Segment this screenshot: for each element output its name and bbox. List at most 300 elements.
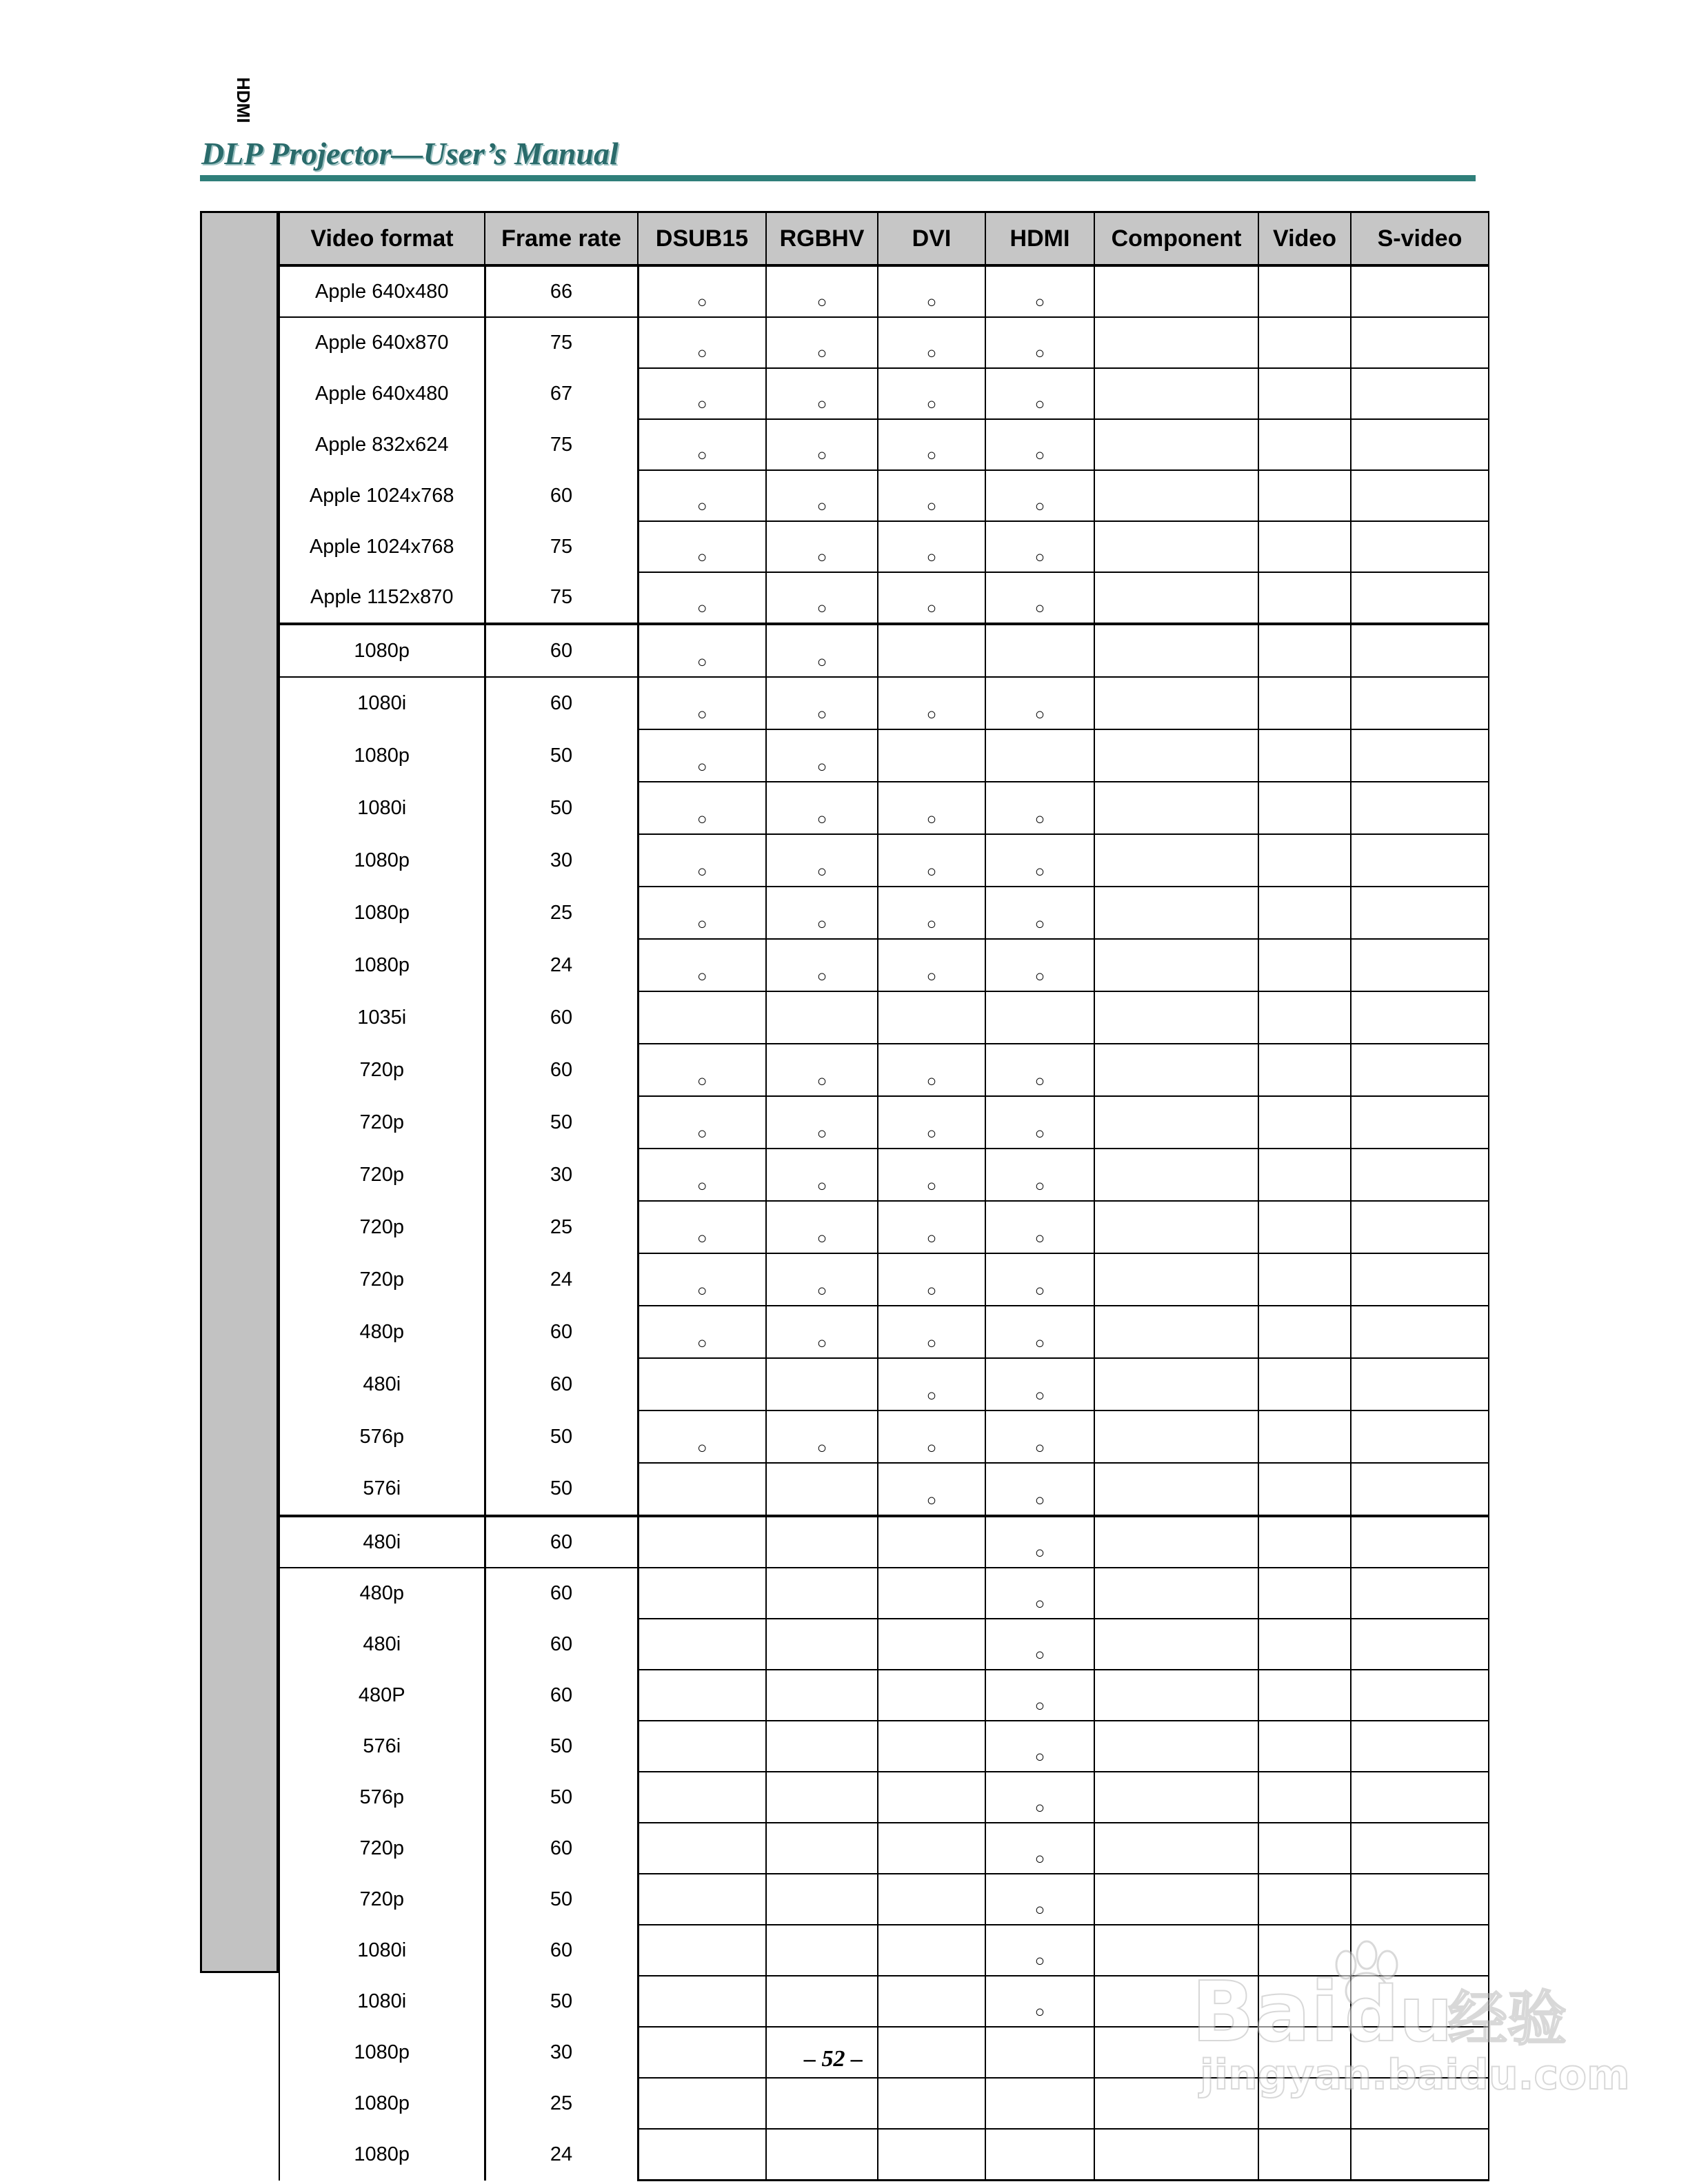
header-component: Component [1094, 212, 1258, 266]
video-compatibility-table [279, 211, 1489, 2181]
cell-support-s-video [1351, 887, 1489, 939]
cell-support-hdmi [985, 470, 1094, 521]
support-mark-icon: ○ [1034, 1282, 1045, 1300]
cell-frame-rate: 50 [485, 1721, 638, 1772]
table-row [279, 1772, 1489, 1823]
cell-support-dsub15 [638, 834, 766, 887]
cell-support-video [1258, 729, 1351, 782]
support-mark-icon: ○ [926, 1282, 937, 1300]
table-side-band [200, 211, 279, 1973]
support-mark-icon: ○ [926, 599, 937, 618]
table-row [279, 1568, 1489, 1619]
cell-support-video [1258, 834, 1351, 887]
cell-support-dvi [878, 939, 985, 991]
support-mark-icon: ○ [926, 497, 937, 516]
cell-video-format: 480i [279, 1619, 485, 1670]
cell-support-hdmi [985, 368, 1094, 419]
support-mark-icon: ○ [697, 548, 707, 567]
support-mark-icon: ○ [697, 653, 707, 671]
cell-video-format: 1080p [279, 834, 485, 887]
table-row [279, 1516, 1489, 1568]
cell-support-component [1094, 1516, 1258, 1568]
support-mark-icon: ○ [697, 293, 707, 312]
support-mark-icon: ○ [697, 1439, 707, 1457]
cell-support-dvi [878, 677, 985, 729]
table-row [279, 1874, 1489, 1925]
cell-video-format: Apple 640x480 [279, 368, 485, 419]
cell-support-s-video [1351, 1874, 1489, 1925]
cell-support-dsub15 [638, 1463, 766, 1516]
table-row [279, 572, 1489, 624]
cell-support-dvi [878, 521, 985, 572]
cell-support-component [1094, 1670, 1258, 1721]
support-mark-icon: ○ [1034, 1439, 1045, 1457]
cell-frame-rate: 50 [485, 1463, 638, 1516]
cell-support-dsub15 [638, 1670, 766, 1721]
cell-support-dvi [878, 1568, 985, 1619]
cell-support-rgbhv [766, 1096, 878, 1149]
cell-frame-rate: 60 [485, 1516, 638, 1568]
cell-frame-rate: 50 [485, 782, 638, 834]
support-mark-icon: ○ [1034, 1799, 1045, 1817]
cell-frame-rate: 50 [485, 1976, 638, 2027]
cell-support-component [1094, 1096, 1258, 1149]
cell-support-dvi [878, 2078, 985, 2129]
cell-support-rgbhv [766, 1823, 878, 1874]
cell-support-rgbhv [766, 1358, 878, 1410]
cell-support-component [1094, 1044, 1258, 1096]
support-mark-icon: ○ [697, 705, 707, 724]
cell-support-dvi [878, 2129, 985, 2181]
cell-support-s-video [1351, 1044, 1489, 1096]
cell-support-component [1094, 939, 1258, 991]
cell-support-dvi [878, 572, 985, 624]
cell-support-hdmi [985, 572, 1094, 624]
cell-support-rgbhv [766, 2078, 878, 2129]
page-number: – 52 – [804, 2046, 863, 2072]
support-mark-icon: ○ [926, 344, 937, 363]
support-mark-icon: ○ [816, 1124, 827, 1143]
support-mark-icon: ○ [1034, 293, 1045, 312]
cell-support-s-video [1351, 782, 1489, 834]
cell-frame-rate: 60 [485, 624, 638, 677]
cell-support-s-video [1351, 1670, 1489, 1721]
cell-support-dvi [878, 470, 985, 521]
support-mark-icon: ○ [1034, 1177, 1045, 1195]
support-mark-icon: ○ [1034, 967, 1045, 986]
support-mark-icon: ○ [926, 548, 937, 567]
cell-support-s-video [1351, 1306, 1489, 1358]
table-row [279, 1358, 1489, 1410]
support-mark-icon: ○ [816, 548, 827, 567]
cell-support-s-video [1351, 1772, 1489, 1823]
cell-support-rgbhv [766, 1976, 878, 2027]
cell-frame-rate: 50 [485, 1410, 638, 1463]
cell-support-hdmi [985, 2129, 1094, 2181]
support-mark-icon: ○ [1034, 1229, 1045, 1248]
cell-support-hdmi [985, 265, 1094, 317]
cell-support-dvi [878, 265, 985, 317]
support-mark-icon: ○ [1034, 497, 1045, 516]
cell-support-rgbhv [766, 834, 878, 887]
cell-video-format: Apple 1024x768 [279, 470, 485, 521]
cell-frame-rate: 67 [485, 368, 638, 419]
cell-support-video [1258, 419, 1351, 470]
table-row [279, 1044, 1489, 1096]
cell-support-rgbhv [766, 1721, 878, 1772]
support-mark-icon: ○ [1034, 810, 1045, 829]
cell-frame-rate: 24 [485, 2129, 638, 2181]
support-mark-icon: ○ [1034, 1952, 1045, 1970]
cell-support-dsub15 [638, 1306, 766, 1358]
support-mark-icon: ○ [816, 653, 827, 671]
support-mark-icon: ○ [816, 293, 827, 312]
table-row [279, 939, 1489, 991]
header-rule [200, 175, 1476, 181]
cell-video-format: 1035i [279, 991, 485, 1044]
cell-support-component [1094, 1772, 1258, 1823]
cell-video-format: 576p [279, 1772, 485, 1823]
cell-support-rgbhv [766, 470, 878, 521]
cell-support-s-video [1351, 470, 1489, 521]
support-mark-icon: ○ [697, 1282, 707, 1300]
cell-support-component [1094, 1410, 1258, 1463]
support-mark-icon: ○ [1034, 1697, 1045, 1715]
cell-support-video [1258, 1253, 1351, 1306]
cell-support-dvi [878, 1721, 985, 1772]
cell-support-dsub15 [638, 1874, 766, 1925]
cell-support-video [1258, 2129, 1351, 2181]
cell-support-hdmi [985, 1874, 1094, 1925]
cell-support-hdmi [985, 1976, 1094, 2027]
cell-support-rgbhv [766, 1568, 878, 1619]
table-row [279, 1306, 1489, 1358]
cell-support-rgbhv [766, 991, 878, 1044]
cell-support-rgbhv [766, 572, 878, 624]
cell-support-s-video [1351, 624, 1489, 677]
support-mark-icon: ○ [926, 810, 937, 829]
support-mark-icon: ○ [697, 1334, 707, 1353]
cell-support-component [1094, 1358, 1258, 1410]
cell-support-dsub15 [638, 1096, 766, 1149]
cell-support-hdmi [985, 939, 1094, 991]
support-mark-icon: ○ [816, 758, 827, 776]
cell-support-video [1258, 265, 1351, 317]
header-dvi: DVI [878, 212, 985, 266]
cell-video-format: Apple 1024x768 [279, 521, 485, 572]
support-mark-icon: ○ [816, 344, 827, 363]
cell-support-hdmi [985, 1925, 1094, 1976]
support-mark-icon: ○ [816, 497, 827, 516]
support-mark-icon: ○ [926, 1072, 937, 1091]
header-dsub15: DSUB15 [638, 212, 766, 266]
support-mark-icon: ○ [1034, 1072, 1045, 1091]
cell-support-dsub15 [638, 1619, 766, 1670]
cell-support-dsub15 [638, 265, 766, 317]
cell-support-s-video [1351, 677, 1489, 729]
cell-support-dsub15 [638, 782, 766, 834]
cell-support-component [1094, 419, 1258, 470]
cell-support-dvi [878, 2027, 985, 2078]
cell-support-dvi [878, 834, 985, 887]
cell-video-format: Apple 640x480 [279, 265, 485, 317]
cell-support-dvi [878, 368, 985, 419]
cell-video-format: 480P [279, 1670, 485, 1721]
cell-video-format: 720p [279, 1044, 485, 1096]
cell-frame-rate: 60 [485, 1358, 638, 1410]
cell-video-format: 1080p [279, 939, 485, 991]
cell-support-rgbhv [766, 887, 878, 939]
cell-support-s-video [1351, 1358, 1489, 1410]
cell-support-rgbhv [766, 939, 878, 991]
support-mark-icon: ○ [697, 395, 707, 414]
table-row [279, 887, 1489, 939]
cell-support-rgbhv [766, 368, 878, 419]
cell-support-rgbhv [766, 1149, 878, 1201]
cell-support-dvi [878, 1253, 985, 1306]
cell-support-video [1258, 1306, 1351, 1358]
support-mark-icon: ○ [816, 967, 827, 986]
table-row [279, 521, 1489, 572]
cell-video-format: 480p [279, 1306, 485, 1358]
cell-frame-rate: 66 [485, 265, 638, 317]
cell-support-hdmi [985, 317, 1094, 368]
cell-support-video [1258, 1358, 1351, 1410]
cell-support-hdmi [985, 677, 1094, 729]
cell-support-rgbhv [766, 2129, 878, 2181]
cell-video-format: Apple 832x624 [279, 419, 485, 470]
table-row [279, 2129, 1489, 2181]
cell-video-format: 720p [279, 1874, 485, 1925]
cell-frame-rate: 60 [485, 1823, 638, 1874]
cell-support-dvi [878, 1096, 985, 1149]
cell-support-dsub15 [638, 2078, 766, 2129]
cell-support-rgbhv [766, 1253, 878, 1306]
support-mark-icon: ○ [697, 1177, 707, 1195]
header-rgbhv: RGBHV [766, 212, 878, 266]
support-mark-icon: ○ [1034, 1901, 1045, 1919]
cell-support-video [1258, 1201, 1351, 1253]
cell-support-rgbhv [766, 677, 878, 729]
cell-support-s-video [1351, 1096, 1489, 1149]
cell-support-video [1258, 368, 1351, 419]
support-mark-icon: ○ [697, 915, 707, 933]
cell-support-dsub15 [638, 2129, 766, 2181]
cell-support-component [1094, 834, 1258, 887]
cell-support-s-video [1351, 991, 1489, 1044]
cell-support-component [1094, 2129, 1258, 2181]
support-mark-icon: ○ [926, 862, 937, 881]
cell-support-hdmi [985, 991, 1094, 1044]
cell-support-rgbhv [766, 521, 878, 572]
cell-frame-rate: 60 [485, 991, 638, 1044]
cell-support-dvi [878, 1976, 985, 2027]
cell-support-rgbhv [766, 317, 878, 368]
cell-support-video [1258, 470, 1351, 521]
support-mark-icon: ○ [1034, 548, 1045, 567]
cell-support-hdmi [985, 887, 1094, 939]
cell-support-hdmi [985, 1619, 1094, 1670]
cell-video-format: 1080i [279, 1976, 485, 2027]
cell-support-s-video [1351, 939, 1489, 991]
support-mark-icon: ○ [926, 1177, 937, 1195]
support-mark-icon: ○ [1034, 1386, 1045, 1405]
cell-support-dvi [878, 1670, 985, 1721]
table-body [279, 265, 1489, 2181]
table-row [279, 1410, 1489, 1463]
cell-support-rgbhv [766, 1772, 878, 1823]
cell-video-format: 576p [279, 1410, 485, 1463]
support-mark-icon: ○ [926, 1386, 937, 1405]
cell-frame-rate: 75 [485, 521, 638, 572]
table-row [279, 1096, 1489, 1149]
watermark-brand-suffix: du [1345, 1970, 1454, 2059]
cell-support-dvi [878, 1619, 985, 1670]
support-mark-icon: ○ [926, 1229, 937, 1248]
cell-support-component [1094, 991, 1258, 1044]
cell-video-format: 720p [279, 1201, 485, 1253]
support-mark-icon: ○ [926, 967, 937, 986]
cell-frame-rate: 50 [485, 1874, 638, 1925]
support-mark-icon: ○ [926, 446, 937, 465]
cell-support-component [1094, 1201, 1258, 1253]
cell-support-hdmi [985, 1772, 1094, 1823]
support-mark-icon: ○ [926, 705, 937, 724]
cell-support-dvi [878, 1463, 985, 1516]
cell-support-hdmi [985, 1253, 1094, 1306]
cell-support-dsub15 [638, 1410, 766, 1463]
support-mark-icon: ○ [697, 1072, 707, 1091]
cell-support-dsub15 [638, 887, 766, 939]
table-row [279, 419, 1489, 470]
support-mark-icon: ○ [697, 497, 707, 516]
cell-support-video [1258, 1044, 1351, 1096]
cell-support-hdmi [985, 1306, 1094, 1358]
cell-support-dsub15 [638, 521, 766, 572]
header-video-format: Video format [279, 212, 485, 266]
support-mark-icon: ○ [697, 446, 707, 465]
cell-support-dsub15 [638, 729, 766, 782]
support-mark-icon: ○ [816, 1229, 827, 1248]
cell-support-dsub15 [638, 2027, 766, 2078]
cell-support-video [1258, 1149, 1351, 1201]
table-row [279, 1201, 1489, 1253]
watermark-url: jingyan.baidu.com [1200, 2051, 1630, 2099]
cell-video-format: 1080p [279, 2129, 485, 2181]
cell-support-hdmi [985, 1568, 1094, 1619]
cell-support-hdmi [985, 1410, 1094, 1463]
cell-support-component [1094, 729, 1258, 782]
cell-support-dvi [878, 1516, 985, 1568]
cell-support-dvi [878, 887, 985, 939]
support-mark-icon: ○ [1034, 1544, 1045, 1562]
cell-support-rgbhv [766, 729, 878, 782]
cell-support-s-video [1351, 729, 1489, 782]
cell-support-rgbhv [766, 1670, 878, 1721]
support-mark-icon: ○ [816, 599, 827, 618]
cell-frame-rate: 60 [485, 1619, 638, 1670]
support-mark-icon: ○ [697, 599, 707, 618]
support-mark-icon: ○ [816, 1177, 827, 1195]
cell-support-rgbhv [766, 624, 878, 677]
cell-support-component [1094, 265, 1258, 317]
support-mark-icon: ○ [816, 915, 827, 933]
cell-support-component [1094, 470, 1258, 521]
cell-support-s-video [1351, 2129, 1489, 2181]
table-row [279, 624, 1489, 677]
cell-support-component [1094, 368, 1258, 419]
support-mark-icon: ○ [816, 1282, 827, 1300]
table-row [279, 368, 1489, 419]
cell-video-format: 720p [279, 1253, 485, 1306]
cell-video-format: 720p [279, 1149, 485, 1201]
support-mark-icon: ○ [697, 758, 707, 776]
cell-frame-rate: 30 [485, 834, 638, 887]
cell-video-format: 720p [279, 1096, 485, 1149]
cell-support-dvi [878, 1772, 985, 1823]
cell-support-s-video [1351, 265, 1489, 317]
cell-support-hdmi [985, 1721, 1094, 1772]
cell-video-format: 1080p [279, 624, 485, 677]
support-mark-icon: ○ [1034, 599, 1045, 618]
cell-frame-rate: 50 [485, 1096, 638, 1149]
cell-support-hdmi [985, 782, 1094, 834]
cell-video-format: Apple 1152x870 [279, 572, 485, 624]
table-row [279, 834, 1489, 887]
cell-video-format: 1080i [279, 782, 485, 834]
cell-support-rgbhv [766, 1874, 878, 1925]
cell-support-dvi [878, 419, 985, 470]
cell-support-rgbhv [766, 1410, 878, 1463]
cell-support-dvi [878, 1410, 985, 1463]
cell-support-video [1258, 1410, 1351, 1463]
header-s-video: S-video [1351, 212, 1489, 266]
cell-support-rgbhv [766, 1463, 878, 1516]
cell-support-dsub15 [638, 1925, 766, 1976]
cell-frame-rate: 25 [485, 2078, 638, 2129]
support-mark-icon: ○ [816, 862, 827, 881]
support-mark-icon: ○ [816, 446, 827, 465]
cell-support-s-video [1351, 419, 1489, 470]
cell-frame-rate: 60 [485, 1925, 638, 1976]
cell-support-component [1094, 887, 1258, 939]
cell-support-dvi [878, 317, 985, 368]
section-label: HDMI [233, 77, 254, 123]
cell-support-s-video [1351, 834, 1489, 887]
cell-support-dvi [878, 729, 985, 782]
table-row [279, 1463, 1489, 1516]
cell-support-video [1258, 1670, 1351, 1721]
table-row [279, 677, 1489, 729]
cell-frame-rate: 24 [485, 939, 638, 991]
cell-frame-rate: 60 [485, 470, 638, 521]
cell-video-format: 480i [279, 1516, 485, 1568]
cell-support-dsub15 [638, 624, 766, 677]
cell-support-dsub15 [638, 1823, 766, 1874]
cell-support-hdmi [985, 419, 1094, 470]
support-mark-icon: ○ [926, 915, 937, 933]
cell-support-video [1258, 572, 1351, 624]
cell-support-video [1258, 317, 1351, 368]
cell-video-format: 480i [279, 1358, 485, 1410]
support-mark-icon: ○ [816, 395, 827, 414]
cell-support-dsub15 [638, 419, 766, 470]
support-mark-icon: ○ [697, 344, 707, 363]
baidu-watermark [1186, 1923, 1630, 2103]
cell-support-hdmi [985, 834, 1094, 887]
cell-support-dsub15 [638, 470, 766, 521]
cell-video-format: Apple 640x870 [279, 317, 485, 368]
